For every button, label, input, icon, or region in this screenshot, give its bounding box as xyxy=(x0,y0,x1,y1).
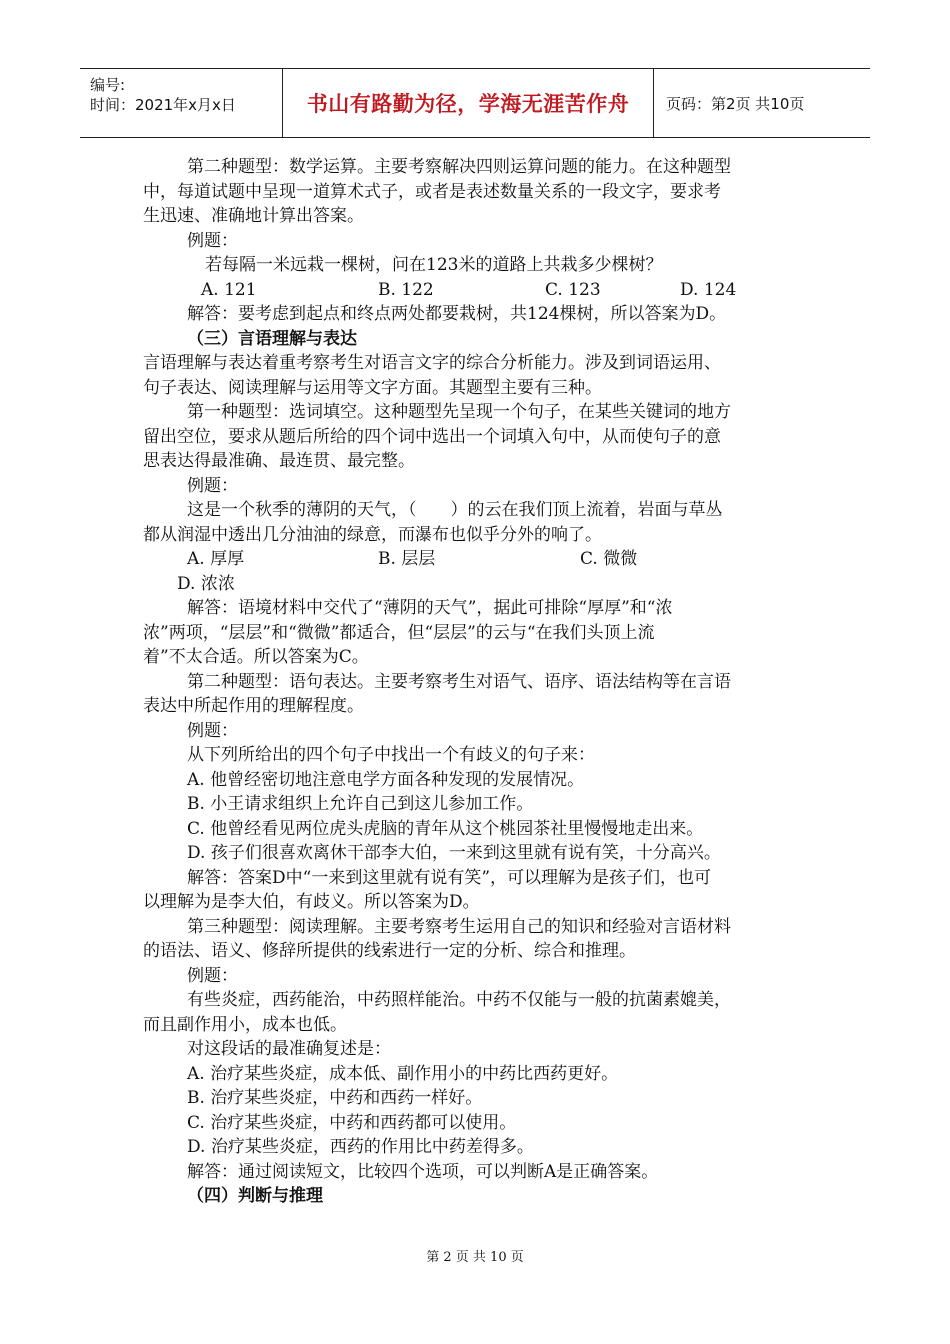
option: C. 123 xyxy=(545,279,601,300)
number-label: 编号: xyxy=(90,76,126,94)
option: D. 治疗某些炎症，西药的作用比中药差得多。 xyxy=(187,1137,534,1157)
option: B. 122 xyxy=(378,279,434,300)
question-text: 对这段话的最准确复述是： xyxy=(187,1039,391,1059)
option: B. 层层 xyxy=(378,549,436,569)
answer-text: 解答：通过阅读短文，比较四个选项，可以判断A是正确答案。 xyxy=(187,1161,659,1182)
option: A. 厚厚 xyxy=(187,549,245,569)
question-text: 这是一个秋季的薄阴的天气，（ ）的云在我们顶上流着，岩面与草丛 xyxy=(187,500,723,520)
paragraph-line: 第一种题型：选词填空。这种题型先呈现一个句子，在某些关键词的地方 xyxy=(187,402,731,422)
question-text: 从下列所给出的四个句子中找出一个有歧义的句子来： xyxy=(187,745,595,765)
answer-text: 着”不太合适。所以答案为C。 xyxy=(143,647,369,667)
option: C. 微微 xyxy=(580,549,638,569)
option: A. 121 xyxy=(201,279,257,300)
section-heading: （三）言语理解与表达 xyxy=(187,328,357,349)
example-label: 例题： xyxy=(187,720,238,741)
answer-text: 以理解为是李大伯，有歧义。所以答案为D。 xyxy=(143,892,480,912)
example-label: 例题： xyxy=(187,475,238,496)
paragraph-line: 言语理解与表达着重考察考生对语言文字的综合分析能力。涉及到词语运用、 xyxy=(143,353,721,373)
option: C. 他曾经看见两位虎头虎脑的青年从这个桃园茶社里慢慢地走出来。 xyxy=(187,818,704,839)
date-label: 时间：2021年x月x日 xyxy=(90,96,236,114)
paragraph-line: 表达中所起作用的理解程度。 xyxy=(143,696,364,716)
header-page-cell xyxy=(654,69,870,137)
question-text: 都从润湿中透出几分油油的绿意，而瀑布也似乎分外的响了。 xyxy=(143,524,602,545)
question-text: 若每隔一米远栽一棵树，问在123米的道路上共栽多少棵树？ xyxy=(205,255,663,275)
answer-text: 浓”两项，“层层”和“微微”都适合，但“层层”的云与“在我们头顶上流 xyxy=(143,622,655,643)
option: B. 小王请求组织上允许自己到这儿参加工作。 xyxy=(187,794,534,814)
paragraph-line: 第三种题型：阅读理解。主要考察考生运用自己的知识和经验对言语材料 xyxy=(187,916,731,937)
paragraph-line: 第二种题型：数学运算。主要考察解决四则运算问题的能力。在这种题型 xyxy=(187,157,731,177)
paragraph-line: 句子表达、阅读理解与运用等文字方面。其题型主要有三种。 xyxy=(143,377,602,398)
question-text: 而且副作用小，成本也低。 xyxy=(143,1014,347,1035)
page-footer: 第 2 页 共 10 页 xyxy=(426,1250,524,1265)
option: A. 他曾经密切地注意电学方面各种发现的发展情况。 xyxy=(187,769,585,790)
option: D. 孩子们很喜欢离休干部李大伯，一来到这里就有说有笑，十分高兴。 xyxy=(187,843,721,863)
question-options xyxy=(143,278,808,303)
answer-text: 解答：要考虑到起点和终点两处都要栽树，共124棵树，所以答案为D。 xyxy=(187,304,727,324)
paragraph-line: 的语法、语义、修辞所提供的线索进行一定的分析、综合和推理。 xyxy=(143,941,636,961)
motto-text: 书山有路勤为径，学海无涯苦作舟 xyxy=(306,92,630,116)
page-header xyxy=(80,68,870,138)
page-number-label: 页码：第2页 共10页 xyxy=(666,94,805,113)
paragraph-line: 思表达得最准确、最连贯、最完整。 xyxy=(143,451,415,471)
option: B. 治疗某些炎症，中药和西药一样好。 xyxy=(187,1088,483,1108)
section-heading: （四）判断与推理 xyxy=(187,1186,323,1206)
document-body xyxy=(143,155,808,1209)
paragraph-line: 留出空位，要求从题后所给的四个词中选出一个词填入句中，从而使句子的意 xyxy=(143,426,721,447)
header-meta xyxy=(80,69,283,137)
option: D. 浓浓 xyxy=(177,573,235,594)
example-label: 例题： xyxy=(187,965,238,986)
option: D. 124 xyxy=(680,279,737,300)
answer-text: 解答：答案D中“一来到这里就有说有笑”，可以理解为是孩子们，也可 xyxy=(187,867,712,888)
option: C. 治疗某些炎症，中药和西药都可以使用。 xyxy=(187,1112,517,1133)
question-text: 有些炎症，西药能治，中药照样能治。中药不仅能与一般的抗菌素媲美， xyxy=(187,990,731,1010)
header-motto-cell xyxy=(283,69,654,137)
option: A. 治疗某些炎症，成本低、副作用小的中药比西药更好。 xyxy=(187,1063,619,1084)
question-options xyxy=(143,547,808,572)
paragraph-line: 生迅速、准确地计算出答案。 xyxy=(143,206,364,226)
example-label: 例题： xyxy=(187,230,238,251)
answer-text: 解答：语境材料中交代了“薄阴的天气”，据此可排除“厚厚”和“浓 xyxy=(187,598,673,618)
paragraph-line: 第二种题型：语句表达。主要考察考生对语气、语序、语法结构等在言语 xyxy=(187,671,731,692)
paragraph-line: 中，每道试题中呈现一道算术式子，或者是表述数量关系的一段文字，要求考 xyxy=(143,181,721,202)
